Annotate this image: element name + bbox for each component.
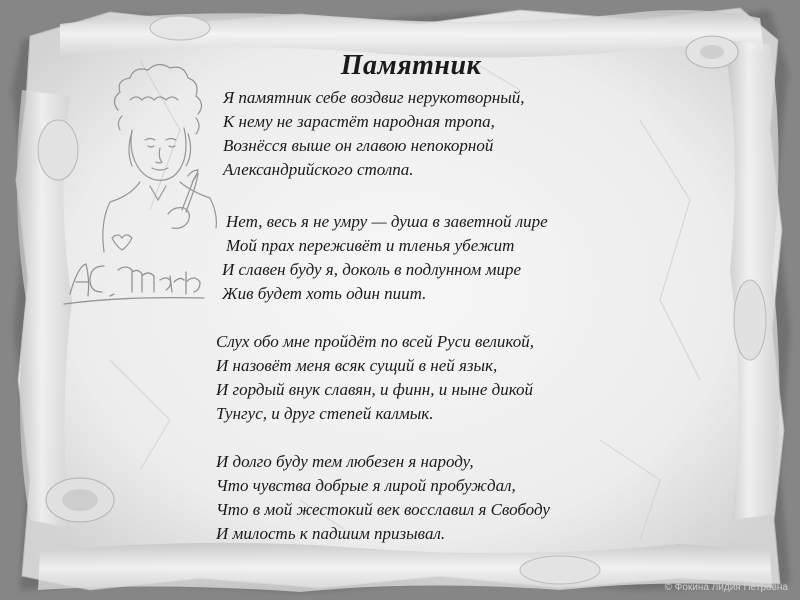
poem-line: К нему не зарастёт народная тропа, xyxy=(223,112,495,131)
poem-line: Мой прах переживёт и тленья убежит xyxy=(226,236,515,255)
stanza-1 xyxy=(223,86,525,182)
poem-line: И милость к падшим призывал. xyxy=(216,524,446,543)
poem-line: Тунгус, и друг степей калмык. xyxy=(216,404,434,423)
stanza-4 xyxy=(216,450,550,546)
poem-line: Жив будет хоть один пиит. xyxy=(222,284,427,303)
poem-line: Слух обо мне пройдёт по всей Руси великой, xyxy=(216,332,534,351)
poem-line: Что в мой жестокий век восславил я Свободу xyxy=(216,500,550,519)
stanza-2 xyxy=(222,210,548,306)
poem-line: Я памятник себе воздвиг нерукотворный, xyxy=(223,88,525,107)
poem-line: Что чувства добрые я лирой пробуждал, xyxy=(216,476,516,495)
poem-line: Нет, весь я не умру — душа в заветной лире xyxy=(226,212,548,231)
stanza-3 xyxy=(216,330,534,426)
poem-line: Вознёсся выше он главою непокорной xyxy=(223,136,494,155)
poem-line: И долго буду тем любезен я народу, xyxy=(216,452,474,471)
poem-title: Памятник xyxy=(340,50,482,81)
poem-line: И славен буду я, доколь в подлунном мире xyxy=(222,260,522,279)
copyright-notice: © Фокина Лидия Петровна xyxy=(664,582,788,593)
poem-line: Александрийского столпа. xyxy=(223,160,414,179)
poem-line: И гордый внук славян, и финн, и ныне дикой xyxy=(216,380,534,399)
poem-line: И назовёт меня всяк сущий в ней язык, xyxy=(216,356,498,375)
